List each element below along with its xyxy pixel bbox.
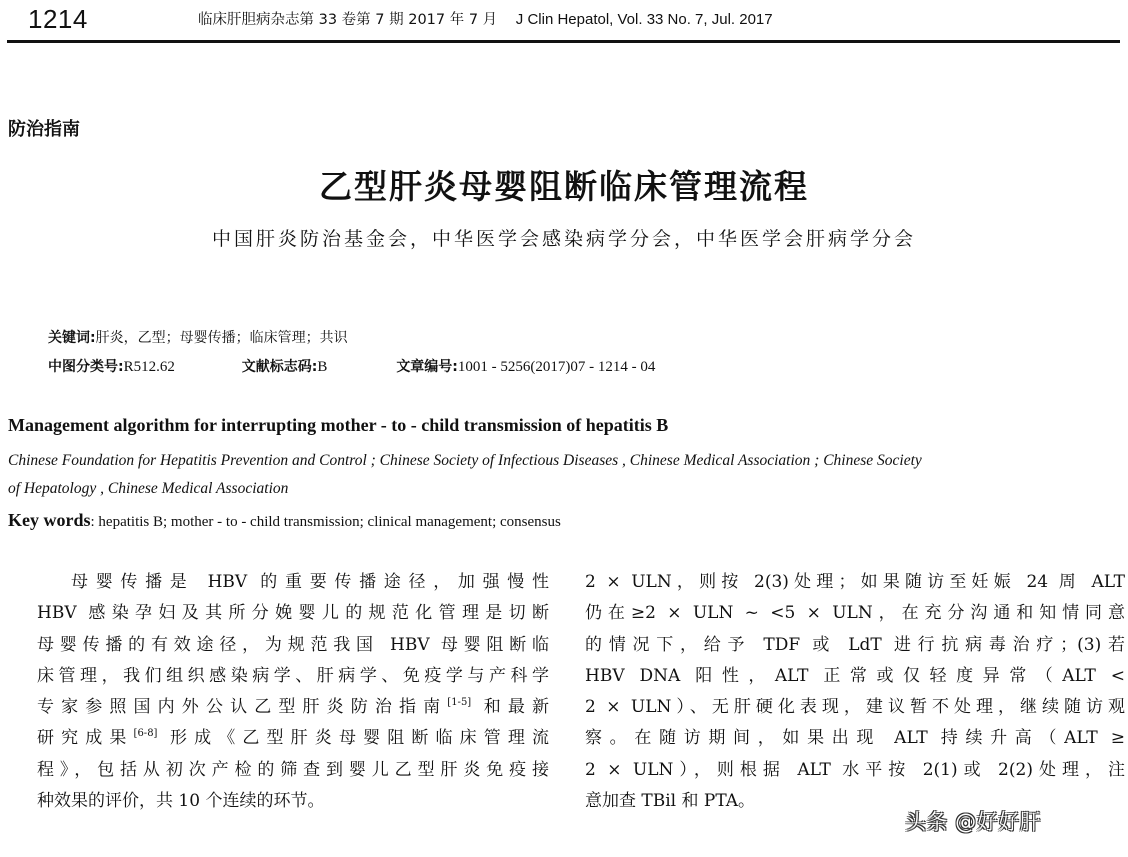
classification-info bbox=[48, 356, 655, 378]
body-line-with-citation: 研究成果[6-8] 形成《乙型肝炎母婴阻断临床管理流 bbox=[37, 728, 550, 749]
watermark: 头条 @好好肝 bbox=[905, 810, 1042, 834]
body-line-with-citation: 专家参照国内外公认乙型肝炎防治指南[1-5] 和最新 bbox=[37, 697, 550, 718]
article-title: 乙型肝炎母婴阻断临床管理流程 bbox=[319, 167, 809, 206]
body-line: 2 × ULN）、无肝硬化表现，建议暂不处理，继续随访观 bbox=[585, 697, 1125, 718]
journal-name-cn: 临床肝胆病杂志第 33 卷第 7 期 2017 年 7 月 bbox=[198, 12, 498, 28]
english-keywords bbox=[8, 508, 561, 534]
english-affiliations-line-2: of Hepatology , Chinese Medical Association bbox=[8, 480, 289, 497]
body-column-right bbox=[585, 567, 1125, 817]
body-line: 的情况下，给予 TDF 或 LdT 进行抗病毒治疗；(3)若 bbox=[585, 634, 1125, 655]
keywords-cn-label: 关键词: bbox=[48, 330, 96, 346]
clc-value: R512.62 bbox=[123, 359, 175, 375]
article-authors: 中国肝炎防治基金会，中华医学会感染病学分会，中华医学会肝病学分会 bbox=[211, 228, 916, 250]
body-line: 床管理，我们组织感染病学、肝病学、免疫学与产科学 bbox=[37, 665, 549, 686]
header-divider bbox=[7, 40, 1120, 43]
journal-citation-header bbox=[198, 10, 773, 30]
english-affiliations bbox=[8, 447, 1126, 503]
section-label: 防治指南 bbox=[8, 119, 80, 140]
clc-label: 中图分类号: bbox=[48, 359, 124, 375]
english-keywords-value: : hepatitis B; mother - to - child transmission; clinical management; consensus bbox=[90, 514, 561, 530]
doc-code-value: B bbox=[317, 359, 328, 375]
body-line: HBV 感染孕妇及其所分娩婴儿的规范化管理是切断 bbox=[37, 603, 549, 624]
body-line: 母婴传播的有效途径，为规范我国 HBV 母婴阻断临 bbox=[37, 634, 549, 655]
citation-ref[interactable]: [1-5] bbox=[447, 697, 472, 709]
body-line: 意加查 TBil 和 PTA。 bbox=[585, 791, 756, 812]
english-affiliations-line-1: Chinese Foundation for Hepatitis Prevention and Control ; Chinese Society of Infectious Diseases , Chinese Medical Association ; Chinese Society bbox=[8, 452, 922, 469]
journal-name-en: J Clin Hepatol, Vol. 33 No. 7, Jul. 2017 bbox=[515, 11, 773, 28]
body-line: 仍在≥2 × ULN ~ <5 × ULN，在充分沟通和知情同意 bbox=[585, 603, 1125, 624]
article-number-label: 文章编号: bbox=[396, 359, 458, 375]
body-line: 2 × ULN），则根据 ALT 水平按 2(1)或 2(2)处理，注 bbox=[585, 759, 1125, 780]
doc-code-label: 文献标志码: bbox=[241, 359, 318, 375]
keywords-cn-value: 肝炎，乙型；母婴传播；临床管理；共识 bbox=[95, 330, 348, 346]
body-line: 察。在随访期间，如果出现 ALT 持续升高（ALT ≥ bbox=[585, 728, 1125, 749]
english-keywords-label: Key words bbox=[8, 510, 91, 530]
english-title: Management algorithm for interrupting mother - to - child transmission of hepatitis B bbox=[8, 415, 669, 435]
citation-ref[interactable]: [6-8] bbox=[133, 728, 158, 740]
body-line: 程》，包括从初次产检的筛查到婴儿乙型肝炎免疫接 bbox=[37, 759, 549, 780]
article-number-value: 1001 - 5256(2017)07 - 1214 - 04 bbox=[457, 359, 656, 375]
body-line: 种效果的评价，共 10 个连续的环节。 bbox=[37, 791, 325, 812]
body-line: 母婴传播是 HBV 的重要传播途径，加强慢性 bbox=[71, 572, 549, 592]
page-number: 1214 bbox=[28, 4, 88, 34]
keywords-cn bbox=[48, 327, 348, 349]
body-line: 2 × ULN，则按 2(3)处理；如果随访至妊娠 24 周 ALT bbox=[585, 572, 1125, 592]
body-column-left bbox=[37, 567, 549, 817]
body-line: HBV DNA 阳性，ALT 正常或仅轻度异常（ALT < bbox=[585, 665, 1125, 686]
